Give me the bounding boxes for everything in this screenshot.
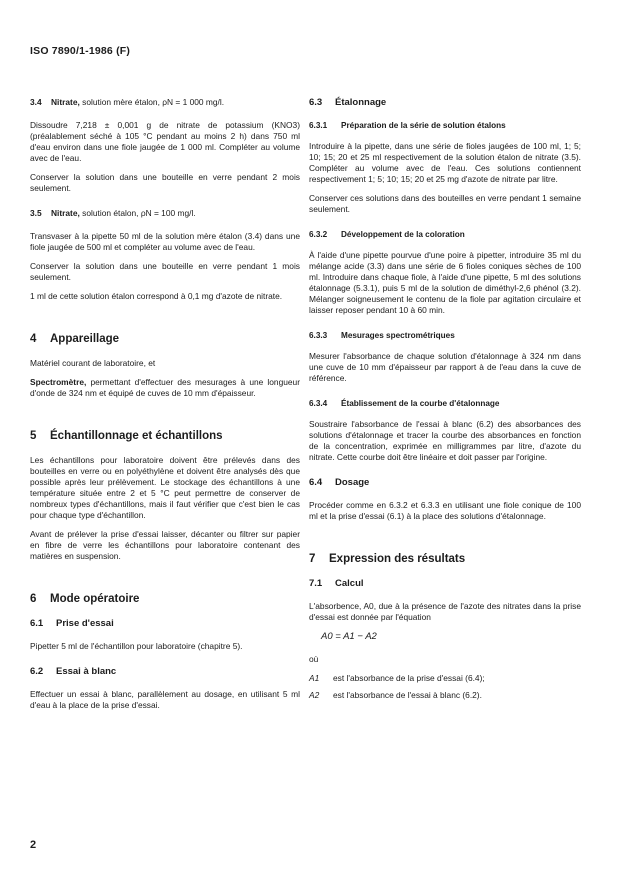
section-number: 4 [30,333,37,345]
section-number: 6.3 [309,97,323,108]
section-title-rest: solution mère étalon, ρN = 1 000 mg/l. [82,97,225,107]
section-number: 6.3.2 [309,230,328,239]
section-number: 7 [309,553,316,565]
paragraph: L'absorbence, A0, due à la présence de l'azote des nitrates dans la prise d'essai est donnée par l'équation [309,601,581,622]
section-title: Dosage [335,477,370,488]
paragraph: Soustraire l'absorbance de l'essai à blanc (6.2) des absorbances des solutions d'étalonnage et tracer la courbe des absorbances en fonction de la concentration, exprimée en milligrammes par litre, d'azote du nitrate. Cette courbe doit être linéaire et doit passer par l'origine. [309,419,581,462]
term-description: permettant d'effectuer des mesurages à une longueur d'onde de 324 nm et équipé de cuves de 10 mm d'épaisseur. [30,377,301,398]
section-7-heading [309,552,581,566]
section-6-heading [30,592,300,606]
section-title: Préparation de la série de solution étalons [341,121,506,130]
section-6-3-2-heading [309,229,581,240]
section-title: Expression des résultats [329,553,466,565]
section-3-5-heading [30,208,300,219]
paragraph: Matériel courant de laboratoire, et [30,358,156,368]
where-label: où [309,654,319,664]
section-title: Mesurages spectrométriques [341,331,455,340]
paragraph [30,377,300,399]
section-title: Calcul [335,578,364,589]
section-title: Développement de la coloration [341,230,465,239]
section-6-4-heading [309,477,581,488]
section-title: Prise d'essai [56,618,114,629]
section-number: 5 [30,430,37,442]
section-6-3-heading [309,97,581,108]
paragraph: Procéder comme en 6.3.2 et 6.3.3 en utilisant une fiole conique de 100 ml et la prise d'essai (6.1) à la place des solutions d'étalonnage. [309,500,581,521]
section-number: 7.1 [309,578,323,589]
paragraph: 1 ml de cette solution étalon correspond à 0,1 mg d'azote de nitrate. [30,291,283,301]
section-title: Mode opératoire [50,593,140,605]
paragraph: Mesurer l'absorbance de chaque solution d'étalonnage à 324 nm dans une cuve de 10 mm d'épaisseur par rapport à de l'eau dans la cuve de référence. [309,351,581,383]
symbol: A1 [309,673,320,683]
paragraph: Conserver la solution dans une bouteille en verre pendant 1 mois seulement. [30,261,300,282]
section-title: Étalonnage [335,97,387,108]
section-title: Échantillonnage et échantillons [50,430,223,442]
section-4-heading [30,332,300,346]
paragraph: Effectuer un essai à blanc, parallèlement au dosage, en utilisant 5 ml d'eau à la place de la prise d'essai. [30,689,300,710]
paragraph: Transvaser à la pipette 50 ml de la solution mère étalon (3.4) dans une fiole jaugée de 500 ml et compléter au volume avec de l'eau. [30,231,300,252]
page-number: 2 [30,839,37,851]
section-6-1-heading [30,618,300,629]
section-6-3-3-heading [309,330,581,341]
section-title: Nitrate, [50,97,80,107]
section-7-1-heading [309,578,581,589]
symbol: A2 [309,690,320,700]
definition-a1 [309,673,581,684]
section-5-heading [30,429,300,443]
equation: A0 = A1 − A2 [321,631,377,642]
term: Spectromètre, [30,377,87,387]
paragraph: Pipetter 5 ml de l'échantillon pour laboratoire (chapitre 5). [30,641,243,651]
paragraph: Introduire à la pipette, dans une série de fioles jaugées de 100 ml, 1; 5; 10; 15; 20 et 25 ml respectivement de la solution étalon de nitrate (3.5). Compléter au volume avec de l'eau. Ces solutions contiennent respectivement 1; 5; 10; 15; 20 et 25 mg d'azote de nitrate par litre. [309,141,581,184]
right-column [309,97,581,707]
definition-text: est l'absorbance de la prise d'essai (6.4); [333,673,485,683]
section-number: 6.3.4 [309,399,328,408]
section-3-4-heading [30,97,300,108]
section-number: 6.3.1 [309,121,328,130]
paragraph: Dissoudre 7,218 ± 0,001 g de nitrate de potassium (KNO3) (préalablement séché à 105 °C pendant au moins 2 h) dans 750 ml d'eau environ dans une fiole jaugée de 1 000 ml. Compléter au volume avec de l'eau. [30,120,300,163]
document-header: ISO 7890/1-1986 (F) [30,45,131,57]
left-column [30,97,300,719]
section-title: Nitrate, [50,208,80,218]
definition-a2 [309,690,581,701]
section-number: 6.2 [30,666,44,677]
section-number: 6.4 [309,477,323,488]
paragraph: Conserver ces solutions dans des bouteilles en verre pendant 1 semaine seulement. [309,193,581,214]
section-number: 6.3.3 [309,331,328,340]
section-title: Appareillage [50,333,120,345]
section-number: 6.1 [30,618,44,629]
section-title-rest: solution étalon, ρN = 100 mg/l. [82,208,196,218]
section-6-3-1-heading [309,120,581,131]
section-number: 6 [30,593,37,605]
section-title: Essai à blanc [56,666,117,677]
paragraph: Conserver la solution dans une bouteille en verre pendant 2 mois seulement. [30,172,300,193]
paragraph: Avant de prélever la prise d'essai laisser, décanter ou filtrer sur papier en fibre de verre les échantillons pour laboratoire contenant des matières en suspension. [30,529,300,561]
definition-text: est l'absorbance de l'essai à blanc (6.2). [333,690,482,700]
section-number: 3.5 [30,208,42,218]
section-6-2-heading [30,666,300,677]
section-title: Établissement de la courbe d'étalonnage [341,399,500,408]
paragraph: À l'aide d'une pipette pourvue d'une poire à pipetter, introduire 35 ml du mélange acide (3.3) dans une série de 6 fioles coniques sèches de 100 ml. Introduire dans chaque fiole, à l'aide d'une pipette, 5 ml des solutions étalonnage (5.3.1), puis 5 ml de la solution de diméthyl-2,6 phénol (3.2). Mélanger soigneusement le contenu de la fiole par agitation circulaire et laisser reposer pendant 10 à 60 min. [309,250,581,315]
paragraph: Les échantillons pour laboratoire doivent être prélevés dans des bouteilles en verre ou en polyéthylène et doivent être analysés dès que possible après leur prélèvement. Le stockage des échantillons à une température située entre 2 et 5 °C peut permettre de conserver de nombreux types d'échantillons, mais il faut vérifier que c'est bien le cas pour chaque type d'échantillon. [30,455,300,520]
section-number: 3.4 [30,97,42,107]
section-6-3-4-heading [309,398,581,409]
